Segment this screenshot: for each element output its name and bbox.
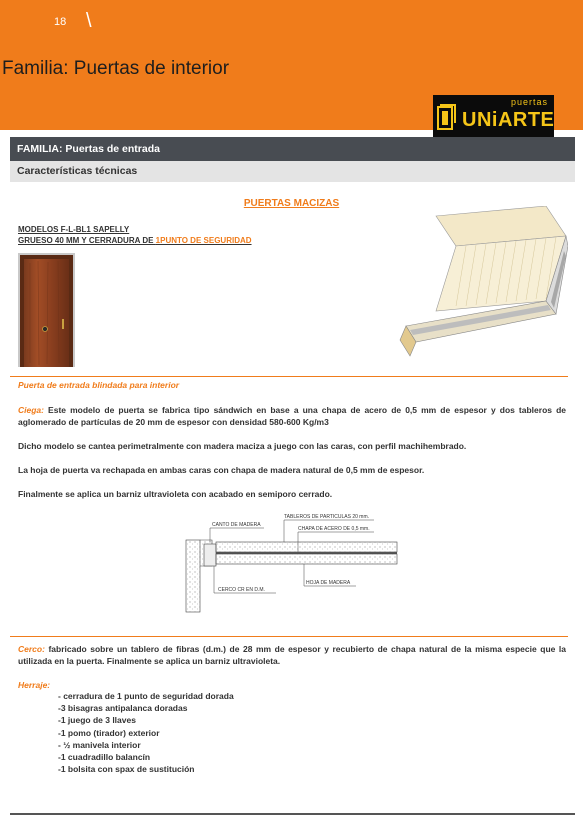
section-title: PUERTAS MACIZAS [243,198,340,209]
divider [10,636,568,637]
list-item: -1 cuadradillo balancín [58,752,151,763]
family-label: FAMILIA: Puertas de entrada [17,143,160,155]
list-item: -3 bisagras antipalanca doradas [58,703,188,714]
cerco-text: fabricado sobre un tablero de fibras (d.m.) de 28 mm de espesor y recubierto de chapa natural de la misma especie que la utilizada en la puerta. Finalmente se aplica un barniz ultravioleta. [18,644,566,666]
divider [10,376,568,377]
characteristics-label: Características técnicas [17,165,138,177]
list-item: - ½ manivela interior [58,739,141,750]
models-line1: MODELOS F-L-BL1 SAPELLY [18,225,130,234]
models-line2-highlight: 1PUNTO DE SEGURIDAD [155,236,252,245]
list-item: -1 juego de 3 llaves [58,715,136,726]
list-item: -1 bolsita con spax de sustitución [58,764,195,775]
paragraph-4: Finalmente se aplica un barniz ultravioleta con acabado en semiporo cerrado. [18,489,333,499]
logo-mark-icon [437,103,457,131]
door-section-isometric [396,206,568,358]
label-cerco: CERCO CR EN D.M. [218,587,265,593]
characteristics-bar [10,161,575,182]
herraje-title: Herraje: [18,680,51,690]
list-item: - cerradura de 1 punto de seguridad dorada [58,691,234,701]
ciega-key: Ciega: [18,405,44,415]
footer-rule [10,813,575,815]
paragraph-2: Dicho modelo se cantea perimetralmente con madera maciza a juego con las caras, con perfil machihembrado. [18,441,467,451]
page-slash: \ [86,10,92,32]
herraje-list [58,690,234,775]
list-item: -1 pomo (tirador) exterior [58,727,160,738]
paragraph-3: La hoja de puerta va rechapada en ambas caras con chapa de madera natural de 0,5 mm de espesor. [18,465,425,475]
models-block [18,224,252,246]
paragraph-cerco [18,643,566,667]
family-bar [10,137,575,161]
label-canto: CANTO DE MADERA [212,522,261,528]
label-chapa: CHAPA DE ACERO DE 0,5 mm. [298,526,370,532]
models-line2-prefix: GRUESO 40 MM Y CERRADURA DE [18,236,156,245]
label-hoja: HOJA DE MADERA [306,580,351,586]
ciega-text: Este modelo de puerta se fabrica tipo sándwich en base a una chapa de acero de 0,5 mm de espesor y dos tableros de aglomerado de partículas de 20 mm de espesor con densidad 580-600 Kg/m3 [18,405,566,427]
caption: Puerta de entrada blindada para interior [18,380,180,390]
paragraph-ciega [18,404,566,428]
page-title: Familia: Puertas de interior [2,58,230,79]
door-image [18,253,75,367]
cross-section-diagram [184,506,399,618]
logo-brand-text: UNiARTE [462,109,555,131]
models-line2 [18,235,252,246]
brand-logo [433,95,554,137]
logo-small-text: puertas [510,97,548,107]
label-tableros: TABLEROS DE PARTICULAS 20 mm. [284,514,370,520]
cerco-key: Cerco: [18,644,45,654]
page-number: 18 [54,16,67,28]
